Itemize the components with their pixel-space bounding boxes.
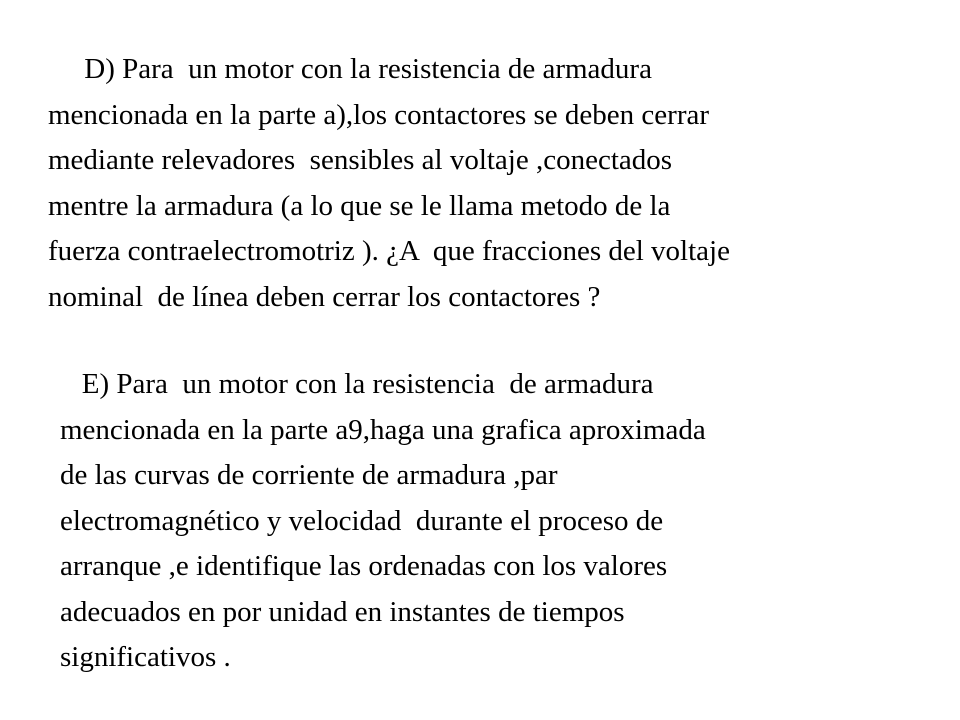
paragraph-d-line: nominal de línea deben cerrar los contactores ? [48,280,601,313]
paragraph-d-line: D) Para un motor con la resistencia de armadura [48,53,652,85]
paragraph-e-line: electromagnético y velocidad durante el proceso de [60,504,664,537]
paragraph-d-line: mencionada en la parte a),los contactores se deben cerrar [48,98,710,131]
paragraph-e [60,362,706,681]
paragraph-e-line: de las curvas de corriente de armadura ,par [60,459,558,491]
paragraph-d-line: mediante relevadores sensibles al voltaje ,conectados [48,144,673,176]
paragraph-e-line: significativos . [60,641,231,673]
paragraph-e-line: arranque ,e identifique las ordenadas con los valores [60,550,668,582]
paragraph-e-line: mencionada en la parte a9,haga una grafica aproximada [60,413,706,446]
paragraph-e-line: E) Para un motor con la resistencia de armadura [60,368,654,400]
paragraph-d [48,47,730,320]
paragraph-e-line: adecuados en por unidad en instantes de tiempos [60,595,625,628]
paragraph-d-line: fuerza contraelectromotriz ). ¿A que fracciones del voltaje [48,235,730,267]
paragraph-d-line: mentre la armadura (a lo que se le llama metodo de la [48,189,671,222]
